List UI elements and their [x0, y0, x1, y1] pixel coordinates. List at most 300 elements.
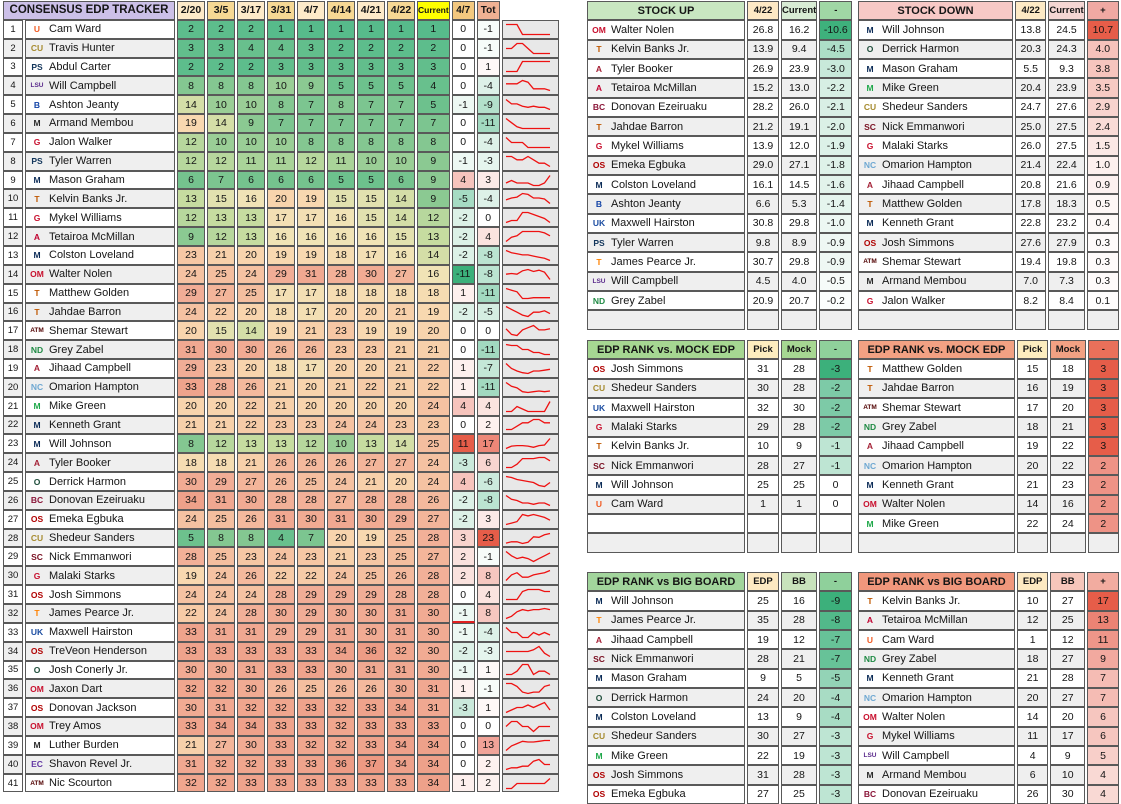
player-name-cell[interactable] — [25, 152, 175, 171]
player-name-cell[interactable] — [858, 252, 1013, 271]
panel-col-header[interactable]: - — [819, 572, 852, 591]
player-name-cell[interactable] — [25, 284, 175, 303]
rank-cell[interactable]: 31 — [387, 604, 415, 623]
rank-cell[interactable]: 25 — [297, 679, 325, 698]
stock-value-cell[interactable]: 9.3 — [1048, 59, 1084, 78]
diff-cell[interactable]: 10.7 — [1087, 20, 1119, 39]
rank-cell[interactable]: 5 — [357, 76, 385, 95]
rank-cell[interactable]: 9 — [177, 227, 205, 246]
delta-cell[interactable]: -2 — [452, 208, 475, 227]
rank-cell[interactable]: 1 — [297, 20, 325, 39]
empty-cell[interactable] — [858, 310, 1013, 329]
rank-cell[interactable]: 22 — [267, 566, 295, 585]
delta-col-header[interactable]: 4/7 — [452, 1, 475, 20]
rank-cell[interactable]: 34 — [387, 698, 415, 717]
stock-value-cell[interactable]: 16.2 — [781, 20, 817, 39]
delta-cell[interactable]: 2 — [452, 566, 475, 585]
tot-cell[interactable]: -1 — [477, 20, 500, 39]
rank-cell[interactable]: 3 — [177, 39, 205, 58]
rank-cell[interactable]: 21 — [207, 246, 235, 265]
rank-cell[interactable]: 7 — [267, 114, 295, 133]
delta-cell[interactable]: -3 — [452, 698, 475, 717]
rank-cell[interactable]: 16 — [297, 227, 325, 246]
stock-value-cell[interactable]: 5.5 — [1015, 59, 1046, 78]
player-name-cell[interactable] — [858, 233, 1013, 252]
delta-cell[interactable]: 0 — [452, 58, 475, 77]
stock-value-cell[interactable]: 12.0 — [781, 136, 817, 155]
player-name-cell[interactable] — [25, 717, 175, 736]
rank-cell[interactable]: 26 — [237, 566, 265, 585]
rank-cell[interactable]: 3 — [297, 58, 325, 77]
stock-value-cell[interactable]: 15 — [1017, 359, 1048, 378]
rank-cell[interactable]: 11 — [237, 152, 265, 171]
rank-cell[interactable]: 31 — [207, 491, 235, 510]
date-col-header[interactable]: 3/31 — [267, 1, 295, 20]
delta-cell[interactable]: 0 — [452, 755, 475, 774]
rank-cell[interactable]: 20 — [237, 246, 265, 265]
row-number-cell[interactable]: 37 — [3, 698, 23, 717]
rank-cell[interactable]: 20 — [237, 303, 265, 322]
tot-cell[interactable]: -3 — [477, 152, 500, 171]
delta-cell[interactable]: -2 — [452, 227, 475, 246]
rank-cell[interactable]: 37 — [357, 755, 385, 774]
stock-value-cell[interactable]: 21 — [1017, 475, 1048, 494]
stock-value-cell[interactable]: 13.9 — [747, 136, 779, 155]
rank-cell[interactable]: 20 — [387, 397, 415, 416]
rank-cell[interactable]: 6 — [177, 171, 205, 190]
rank-cell[interactable]: 12 — [297, 434, 325, 453]
stock-value-cell[interactable]: 28 — [781, 765, 817, 784]
rank-cell[interactable]: 19 — [177, 114, 205, 133]
player-name-cell[interactable] — [25, 95, 175, 114]
stock-value-cell[interactable]: 5.3 — [781, 194, 817, 213]
stock-value-cell[interactable]: 18.3 — [1048, 194, 1084, 213]
stock-value-cell[interactable]: 17 — [1050, 727, 1085, 746]
stock-value-cell[interactable]: 8.2 — [1015, 291, 1046, 310]
player-name-cell[interactable] — [858, 727, 1015, 746]
diff-cell[interactable]: -4 — [819, 688, 852, 707]
row-number-cell[interactable]: 1 — [3, 20, 23, 39]
rank-cell[interactable]: 21 — [237, 453, 265, 472]
player-name-cell[interactable] — [25, 736, 175, 755]
rank-cell[interactable]: 7 — [327, 114, 355, 133]
rank-cell[interactable]: 23 — [297, 416, 325, 435]
rank-cell[interactable]: 32 — [327, 717, 355, 736]
diff-cell[interactable]: 7 — [1087, 669, 1119, 688]
stock-value-cell[interactable]: 24 — [747, 688, 779, 707]
empty-cell[interactable] — [747, 533, 779, 552]
stock-value-cell[interactable]: 30.8 — [747, 214, 779, 233]
player-name-cell[interactable] — [858, 456, 1015, 475]
stock-value-cell[interactable]: 27.1 — [781, 156, 817, 175]
diff-cell[interactable]: -1.4 — [819, 194, 852, 213]
rank-cell[interactable]: 27 — [237, 472, 265, 491]
rank-cell[interactable]: 33 — [267, 755, 295, 774]
stock-value-cell[interactable]: 24 — [1050, 514, 1085, 533]
rank-cell[interactable]: 18 — [357, 284, 385, 303]
rank-cell[interactable]: 4 — [237, 39, 265, 58]
row-number-cell[interactable]: 23 — [3, 434, 23, 453]
stock-value-cell[interactable]: 28 — [781, 359, 817, 378]
rank-cell[interactable]: 18 — [177, 453, 205, 472]
stock-value-cell[interactable]: 23.2 — [1048, 214, 1084, 233]
player-name-cell[interactable] — [858, 611, 1015, 630]
rank-cell[interactable]: 20 — [327, 359, 355, 378]
rank-cell[interactable]: 26 — [237, 510, 265, 529]
player-name-cell[interactable] — [587, 785, 745, 804]
player-name-cell[interactable] — [587, 765, 745, 784]
rank-cell[interactable]: 10 — [357, 152, 385, 171]
rank-cell[interactable]: 3 — [207, 39, 235, 58]
date-col-header[interactable]: 4/22 — [387, 1, 415, 20]
player-name-cell[interactable] — [587, 117, 745, 136]
rank-cell[interactable]: 20 — [327, 397, 355, 416]
rank-cell[interactable]: 24 — [417, 453, 450, 472]
rank-cell[interactable]: 24 — [177, 265, 205, 284]
rank-cell[interactable]: 21 — [417, 340, 450, 359]
diff-cell[interactable]: 1.0 — [1087, 156, 1119, 175]
player-name-cell[interactable] — [587, 359, 745, 378]
rank-cell[interactable]: 9 — [297, 76, 325, 95]
delta-cell[interactable]: 0 — [452, 736, 475, 755]
rank-cell[interactable]: 5 — [357, 171, 385, 190]
player-name-cell[interactable] — [587, 475, 745, 494]
rank-cell[interactable]: 13 — [177, 189, 205, 208]
row-number-cell[interactable]: 35 — [3, 661, 23, 680]
stock-value-cell[interactable]: 27 — [781, 727, 817, 746]
rank-cell[interactable]: 2 — [327, 39, 355, 58]
stock-value-cell[interactable]: 22.8 — [1015, 214, 1046, 233]
rank-cell[interactable]: 32 — [207, 679, 235, 698]
tot-cell[interactable]: -1 — [477, 39, 500, 58]
rank-cell[interactable]: 14 — [387, 208, 415, 227]
diff-cell[interactable]: -0.5 — [819, 272, 852, 291]
rank-cell[interactable]: 14 — [237, 321, 265, 340]
player-name-cell[interactable] — [858, 514, 1015, 533]
empty-cell[interactable] — [747, 514, 779, 533]
row-number-cell[interactable]: 36 — [3, 679, 23, 698]
rank-cell[interactable]: 25 — [207, 510, 235, 529]
stock-value-cell[interactable]: 18 — [1017, 649, 1048, 668]
stock-value-cell[interactable]: 8.9 — [781, 233, 817, 252]
tot-cell[interactable]: -7 — [477, 359, 500, 378]
rank-cell[interactable]: 21 — [177, 416, 205, 435]
diff-cell[interactable]: 9 — [1087, 649, 1119, 668]
player-name-cell[interactable] — [858, 59, 1013, 78]
panel-title[interactable]: EDP RANK vs BIG BOARD — [587, 572, 745, 591]
rank-cell[interactable]: 13 — [237, 227, 265, 246]
rank-cell[interactable]: 28 — [297, 491, 325, 510]
tot-cell[interactable]: -11 — [477, 284, 500, 303]
rank-cell[interactable]: 3 — [267, 58, 295, 77]
player-name-cell[interactable] — [587, 611, 745, 630]
rank-cell[interactable]: 33 — [177, 642, 205, 661]
player-name-cell[interactable] — [587, 291, 745, 310]
rank-cell[interactable]: 22 — [237, 416, 265, 435]
rank-cell[interactable]: 20 — [177, 397, 205, 416]
player-name-cell[interactable] — [25, 133, 175, 152]
player-name-cell[interactable] — [25, 246, 175, 265]
diff-cell[interactable]: 5 — [1087, 746, 1119, 765]
rank-cell[interactable]: 20 — [207, 397, 235, 416]
rank-cell[interactable]: 30 — [327, 604, 355, 623]
rank-cell[interactable]: 33 — [387, 717, 415, 736]
diff-cell[interactable]: 0.9 — [1087, 175, 1119, 194]
rank-cell[interactable]: 17 — [357, 246, 385, 265]
row-number-cell[interactable]: 6 — [3, 114, 23, 133]
diff-cell[interactable]: 4 — [1087, 765, 1119, 784]
stock-value-cell[interactable]: 27.5 — [1048, 117, 1084, 136]
rank-cell[interactable]: 8 — [357, 133, 385, 152]
rank-cell[interactable]: 15 — [357, 208, 385, 227]
rank-cell[interactable]: 19 — [267, 321, 295, 340]
player-name-cell[interactable] — [858, 495, 1015, 514]
tot-cell[interactable]: -11 — [477, 114, 500, 133]
rank-cell[interactable]: 24 — [327, 472, 355, 491]
rank-cell[interactable]: 24 — [177, 510, 205, 529]
player-name-cell[interactable] — [587, 669, 745, 688]
empty-cell[interactable] — [1017, 533, 1048, 552]
tot-cell[interactable]: -1 — [477, 547, 500, 566]
diff-cell[interactable]: 6 — [1087, 727, 1119, 746]
rank-cell[interactable]: 8 — [267, 95, 295, 114]
stock-value-cell[interactable]: 9 — [781, 707, 817, 726]
player-name-cell[interactable] — [25, 58, 175, 77]
rank-cell[interactable]: 32 — [207, 755, 235, 774]
rank-cell[interactable]: 23 — [207, 359, 235, 378]
diff-cell[interactable]: 0.5 — [1087, 194, 1119, 213]
rank-cell[interactable]: 31 — [327, 623, 355, 642]
player-name-cell[interactable] — [587, 649, 745, 668]
rank-cell[interactable]: 7 — [297, 114, 325, 133]
empty-cell[interactable] — [1050, 533, 1085, 552]
stock-value-cell[interactable]: 14.5 — [781, 175, 817, 194]
rank-cell[interactable]: 18 — [417, 284, 450, 303]
rank-cell[interactable]: 32 — [237, 698, 265, 717]
stock-value-cell[interactable]: 31 — [747, 359, 779, 378]
stock-value-cell[interactable]: 27 — [1050, 591, 1085, 610]
empty-cell[interactable] — [781, 533, 817, 552]
player-name-cell[interactable] — [25, 698, 175, 717]
stock-value-cell[interactable]: 20 — [1017, 688, 1048, 707]
empty-cell[interactable] — [1087, 310, 1119, 329]
rank-cell[interactable]: 32 — [327, 698, 355, 717]
stock-value-cell[interactable]: 20.4 — [1015, 78, 1046, 97]
diff-cell[interactable]: 2 — [1088, 475, 1119, 494]
player-name-cell[interactable] — [587, 417, 745, 436]
rank-cell[interactable]: 29 — [387, 510, 415, 529]
stock-value-cell[interactable]: 21.2 — [747, 117, 779, 136]
rank-cell[interactable]: 21 — [177, 736, 205, 755]
player-name-cell[interactable] — [25, 340, 175, 359]
tot-cell[interactable]: 17 — [477, 434, 500, 453]
rank-cell[interactable]: 33 — [177, 623, 205, 642]
player-name-cell[interactable] — [858, 20, 1013, 39]
rank-cell[interactable]: 13 — [207, 208, 235, 227]
row-number-cell[interactable]: 25 — [3, 472, 23, 491]
player-name-cell[interactable] — [25, 604, 175, 623]
empty-cell[interactable] — [819, 514, 852, 533]
diff-cell[interactable]: -8 — [819, 611, 852, 630]
rank-cell[interactable]: 12 — [177, 152, 205, 171]
rank-cell[interactable]: 12 — [207, 152, 235, 171]
stock-value-cell[interactable]: 16 — [1050, 495, 1085, 514]
empty-cell[interactable] — [587, 310, 745, 329]
rank-cell[interactable]: 4 — [267, 39, 295, 58]
rank-cell[interactable]: 1 — [357, 20, 385, 39]
diff-cell[interactable]: 2 — [1088, 514, 1119, 533]
stock-value-cell[interactable]: 28 — [747, 649, 779, 668]
row-number-cell[interactable]: 17 — [3, 321, 23, 340]
player-name-cell[interactable] — [25, 491, 175, 510]
rank-cell[interactable]: 18 — [267, 359, 295, 378]
row-number-cell[interactable]: 5 — [3, 95, 23, 114]
rank-cell[interactable]: 7 — [357, 95, 385, 114]
stock-value-cell[interactable]: 25.0 — [1015, 117, 1046, 136]
rank-cell[interactable]: 10 — [237, 95, 265, 114]
stock-value-cell[interactable]: 35 — [747, 611, 779, 630]
stock-value-cell[interactable]: 6 — [1017, 765, 1048, 784]
player-name-cell[interactable] — [858, 291, 1013, 310]
rank-cell[interactable]: 9 — [417, 152, 450, 171]
rank-cell[interactable]: 22 — [237, 397, 265, 416]
stock-value-cell[interactable]: 28.2 — [747, 98, 779, 117]
diff-cell[interactable]: 3 — [1088, 437, 1119, 456]
rank-cell[interactable]: 20 — [357, 303, 385, 322]
rank-cell[interactable]: 30 — [327, 661, 355, 680]
rank-cell[interactable]: 34 — [327, 642, 355, 661]
stock-value-cell[interactable]: 30 — [781, 398, 817, 417]
player-name-cell[interactable] — [25, 679, 175, 698]
delta-cell[interactable]: 1 — [452, 679, 475, 698]
diff-cell[interactable]: 0 — [819, 495, 852, 514]
rank-cell[interactable]: 32 — [267, 698, 295, 717]
player-name-cell[interactable] — [858, 78, 1013, 97]
tot-cell[interactable]: -11 — [477, 378, 500, 397]
diff-cell[interactable]: -2.0 — [819, 117, 852, 136]
tot-cell[interactable]: 4 — [477, 227, 500, 246]
panel-col-header[interactable]: - — [819, 1, 852, 20]
rank-cell[interactable]: 20 — [297, 397, 325, 416]
stock-value-cell[interactable]: 25 — [781, 475, 817, 494]
rank-cell[interactable]: 33 — [297, 774, 325, 793]
stock-value-cell[interactable]: 12 — [781, 630, 817, 649]
player-name-cell[interactable] — [587, 252, 745, 271]
stock-value-cell[interactable]: 19 — [1017, 437, 1048, 456]
delta-cell[interactable]: 0 — [452, 20, 475, 39]
diff-cell[interactable]: 2 — [1088, 456, 1119, 475]
diff-cell[interactable]: 2.4 — [1087, 117, 1119, 136]
player-name-cell[interactable] — [587, 727, 745, 746]
rank-cell[interactable]: 2 — [177, 58, 205, 77]
rank-cell[interactable]: 22 — [417, 359, 450, 378]
delta-cell[interactable]: 0 — [452, 114, 475, 133]
rank-cell[interactable]: 22 — [417, 378, 450, 397]
rank-cell[interactable]: 16 — [357, 227, 385, 246]
rank-cell[interactable]: 22 — [357, 378, 385, 397]
stock-value-cell[interactable]: 26.8 — [747, 20, 779, 39]
rank-cell[interactable]: 25 — [417, 434, 450, 453]
row-number-cell[interactable]: 7 — [3, 133, 23, 152]
rank-cell[interactable]: 18 — [387, 284, 415, 303]
rank-cell[interactable]: 18 — [207, 453, 235, 472]
rank-cell[interactable]: 11 — [327, 152, 355, 171]
player-name-cell[interactable] — [858, 765, 1015, 784]
rank-cell[interactable]: 15 — [357, 189, 385, 208]
stock-value-cell[interactable]: 4.5 — [747, 272, 779, 291]
row-number-cell[interactable]: 10 — [3, 189, 23, 208]
player-name-cell[interactable] — [25, 453, 175, 472]
player-name-cell[interactable] — [858, 437, 1015, 456]
rank-cell[interactable]: 1 — [327, 20, 355, 39]
row-number-cell[interactable]: 31 — [3, 585, 23, 604]
player-name-cell[interactable] — [25, 321, 175, 340]
rank-cell[interactable]: 29 — [177, 359, 205, 378]
tot-cell[interactable]: -8 — [477, 265, 500, 284]
row-number-cell[interactable]: 28 — [3, 529, 23, 548]
rank-cell[interactable]: 31 — [237, 623, 265, 642]
player-name-cell[interactable] — [587, 78, 745, 97]
tot-cell[interactable]: 8 — [477, 566, 500, 585]
rank-cell[interactable]: 31 — [177, 755, 205, 774]
rank-cell[interactable]: 24 — [417, 472, 450, 491]
rank-cell[interactable]: 30 — [177, 472, 205, 491]
rank-cell[interactable]: 28 — [417, 529, 450, 548]
rank-cell[interactable]: 29 — [297, 623, 325, 642]
stock-value-cell[interactable]: 20.3 — [1015, 40, 1046, 59]
row-number-cell[interactable]: 8 — [3, 152, 23, 171]
rank-cell[interactable]: 14 — [387, 434, 415, 453]
player-name-cell[interactable] — [858, 40, 1013, 59]
rank-cell[interactable]: 2 — [357, 39, 385, 58]
diff-cell[interactable]: 2.9 — [1087, 98, 1119, 117]
rank-cell[interactable]: 12 — [177, 133, 205, 152]
rank-cell[interactable]: 21 — [387, 303, 415, 322]
date-col-header[interactable]: 3/17 — [237, 1, 265, 20]
rank-cell[interactable]: 8 — [327, 133, 355, 152]
rank-cell[interactable]: 2 — [207, 58, 235, 77]
stock-value-cell[interactable]: 28 — [781, 379, 817, 398]
rank-cell[interactable]: 17 — [297, 284, 325, 303]
rank-cell[interactable]: 24 — [207, 585, 235, 604]
player-name-cell[interactable] — [25, 171, 175, 190]
rank-cell[interactable]: 8 — [297, 133, 325, 152]
stock-value-cell[interactable]: 16 — [781, 591, 817, 610]
stock-value-cell[interactable]: 25 — [747, 475, 779, 494]
diff-cell[interactable]: 13 — [1087, 611, 1119, 630]
stock-value-cell[interactable]: 27.6 — [1048, 98, 1084, 117]
diff-cell[interactable]: -2.1 — [819, 98, 852, 117]
delta-cell[interactable]: -2 — [452, 246, 475, 265]
rank-cell[interactable]: 33 — [297, 755, 325, 774]
stock-value-cell[interactable]: 30.7 — [747, 252, 779, 271]
stock-value-cell[interactable]: 1 — [747, 495, 779, 514]
panel-title[interactable]: EDP RANK vs. MOCK EDP — [858, 340, 1015, 359]
stock-value-cell[interactable]: 9.8 — [747, 233, 779, 252]
rank-cell[interactable]: 30 — [237, 736, 265, 755]
rank-cell[interactable]: 30 — [417, 661, 450, 680]
rank-cell[interactable]: 32 — [387, 642, 415, 661]
rank-cell[interactable]: 27 — [387, 265, 415, 284]
rank-cell[interactable]: 30 — [207, 340, 235, 359]
tot-cell[interactable]: 1 — [477, 58, 500, 77]
rank-cell[interactable]: 30 — [357, 265, 385, 284]
diff-cell[interactable]: 4.0 — [1087, 40, 1119, 59]
rank-cell[interactable]: 23 — [327, 321, 355, 340]
rank-cell[interactable]: 3 — [357, 58, 385, 77]
stock-value-cell[interactable]: 13.9 — [747, 40, 779, 59]
rank-cell[interactable]: 34 — [417, 755, 450, 774]
